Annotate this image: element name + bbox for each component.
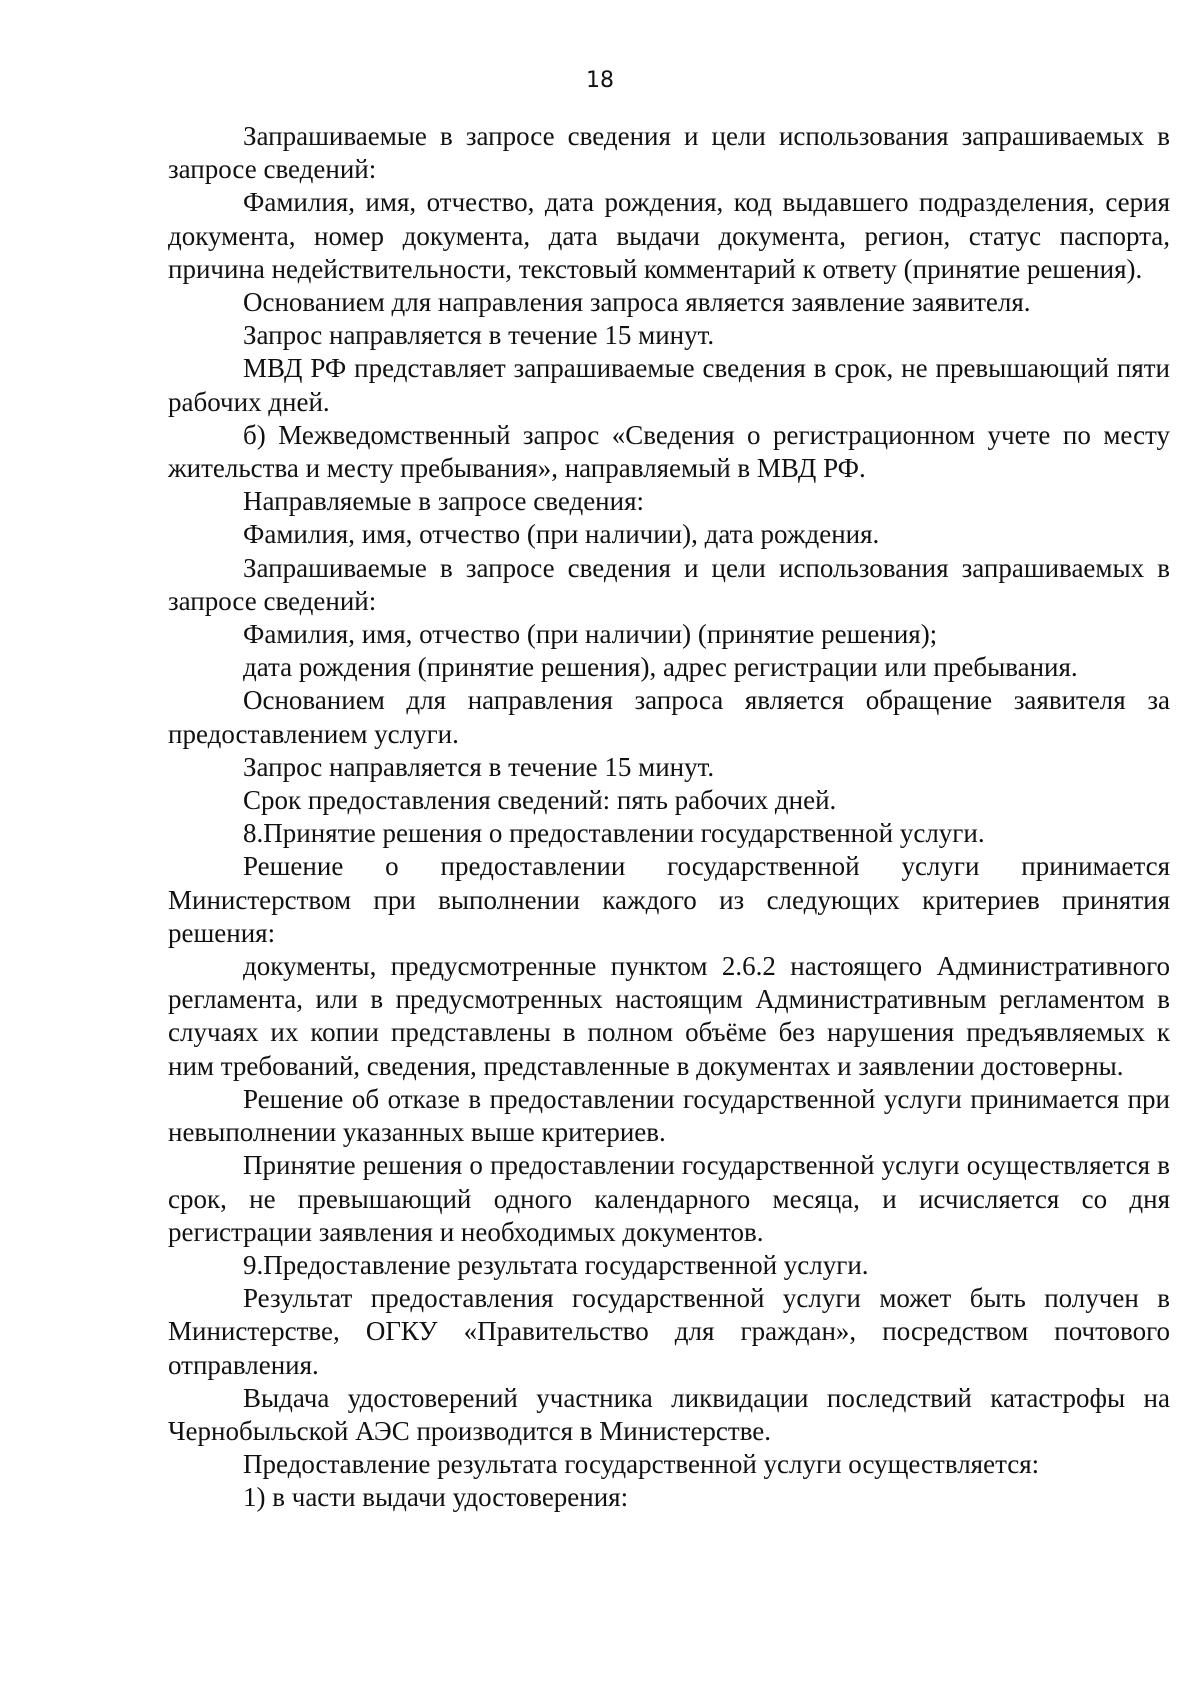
paragraph: Основанием для направления запроса является заявление заявителя. (243, 287, 1031, 318)
paragraph: Принятие решения о предоставлении государственной услуги осуществляется в срок, не превышающий одного календарного месяца, и исчисляется со дня регистрации заявления и необходимых документов. (168, 1150, 1170, 1247)
document-body (168, 120, 1170, 1515)
paragraph: документы, предусмотренные пунктом 2.6.2 настоящего Административного регламента, или в предусмотренных настоящим Административным регламентом в случаях их копии представлены в полном объёме без нарушения предъявляемых к ним требований, сведения, представленные в документах и заявлении достоверны. (168, 951, 1170, 1081)
paragraph: Фамилия, имя, отчество, дата рождения, код выдавшего подразделения, серия документа, номер документа, дата выдачи документа, регион, статус паспорта, причина недействительности, текстовый комментарий к ответу (принятие решения). (168, 187, 1170, 284)
paragraph: Запрос направляется в течение 15 минут. (243, 751, 715, 782)
paragraph: Предоставление результата государственной услуги осуществляется: (243, 1449, 1040, 1480)
paragraph: Решение о предоставлении государственной услуги принимается Министерством при выполнении каждого из следующих критериев принятия решения: (168, 851, 1170, 948)
paragraph: Запрашиваемые в запросе сведения и цели использования запрашиваемых в запросе сведений: (168, 552, 1170, 616)
paragraph: Фамилия, имя, отчество (при наличии) (принятие решения); (243, 619, 938, 650)
paragraph: Направляемые в запросе сведения: (243, 486, 644, 517)
section-heading: 9.Предоставление результата государственной услуги. (243, 1249, 869, 1280)
paragraph: Срок предоставления сведений: пять рабочих дней. (243, 785, 837, 816)
paragraph: Выдача удостоверений участника ликвидации последствий катастрофы на Чернобыльской АЭС производится в Министерстве. (168, 1382, 1170, 1446)
paragraph: Основанием для направления запроса является обращение заявителя за предоставлением услуги. (168, 685, 1170, 749)
paragraph: Результат предоставления государственной услуги может быть получен в Министерстве, ОГКУ «Правительство для граждан», посредством почтового отправления. (168, 1283, 1170, 1380)
page-number: 18 (586, 68, 614, 93)
paragraph: 1) в части выдачи удостоверения: (243, 1482, 629, 1513)
paragraph: МВД РФ представляет запрашиваемые сведения в срок, не превышающий пяти рабочих дней. (168, 353, 1170, 417)
paragraph: дата рождения (принятие решения), адрес регистрации или пребывания. (243, 652, 1078, 683)
paragraph: Фамилия, имя, отчество (при наличии), дата рождения. (243, 519, 880, 550)
paragraph: б) Межведомственный запрос «Сведения о регистрационном учете по месту жительства и месту пребывания», направляемый в МВД РФ. (168, 419, 1170, 484)
section-heading: 8.Принятие решения о предоставлении государственной услуги. (243, 818, 985, 849)
paragraph: Запрашиваемые в запросе сведения и цели использования запрашиваемых в запросе сведений: (168, 121, 1170, 185)
paragraph: Запрос направляется в течение 15 минут. (243, 320, 715, 351)
paragraph: Решение об отказе в предоставлении государственной услуги принимается при невыполнении указанных выше критериев. (168, 1083, 1170, 1148)
